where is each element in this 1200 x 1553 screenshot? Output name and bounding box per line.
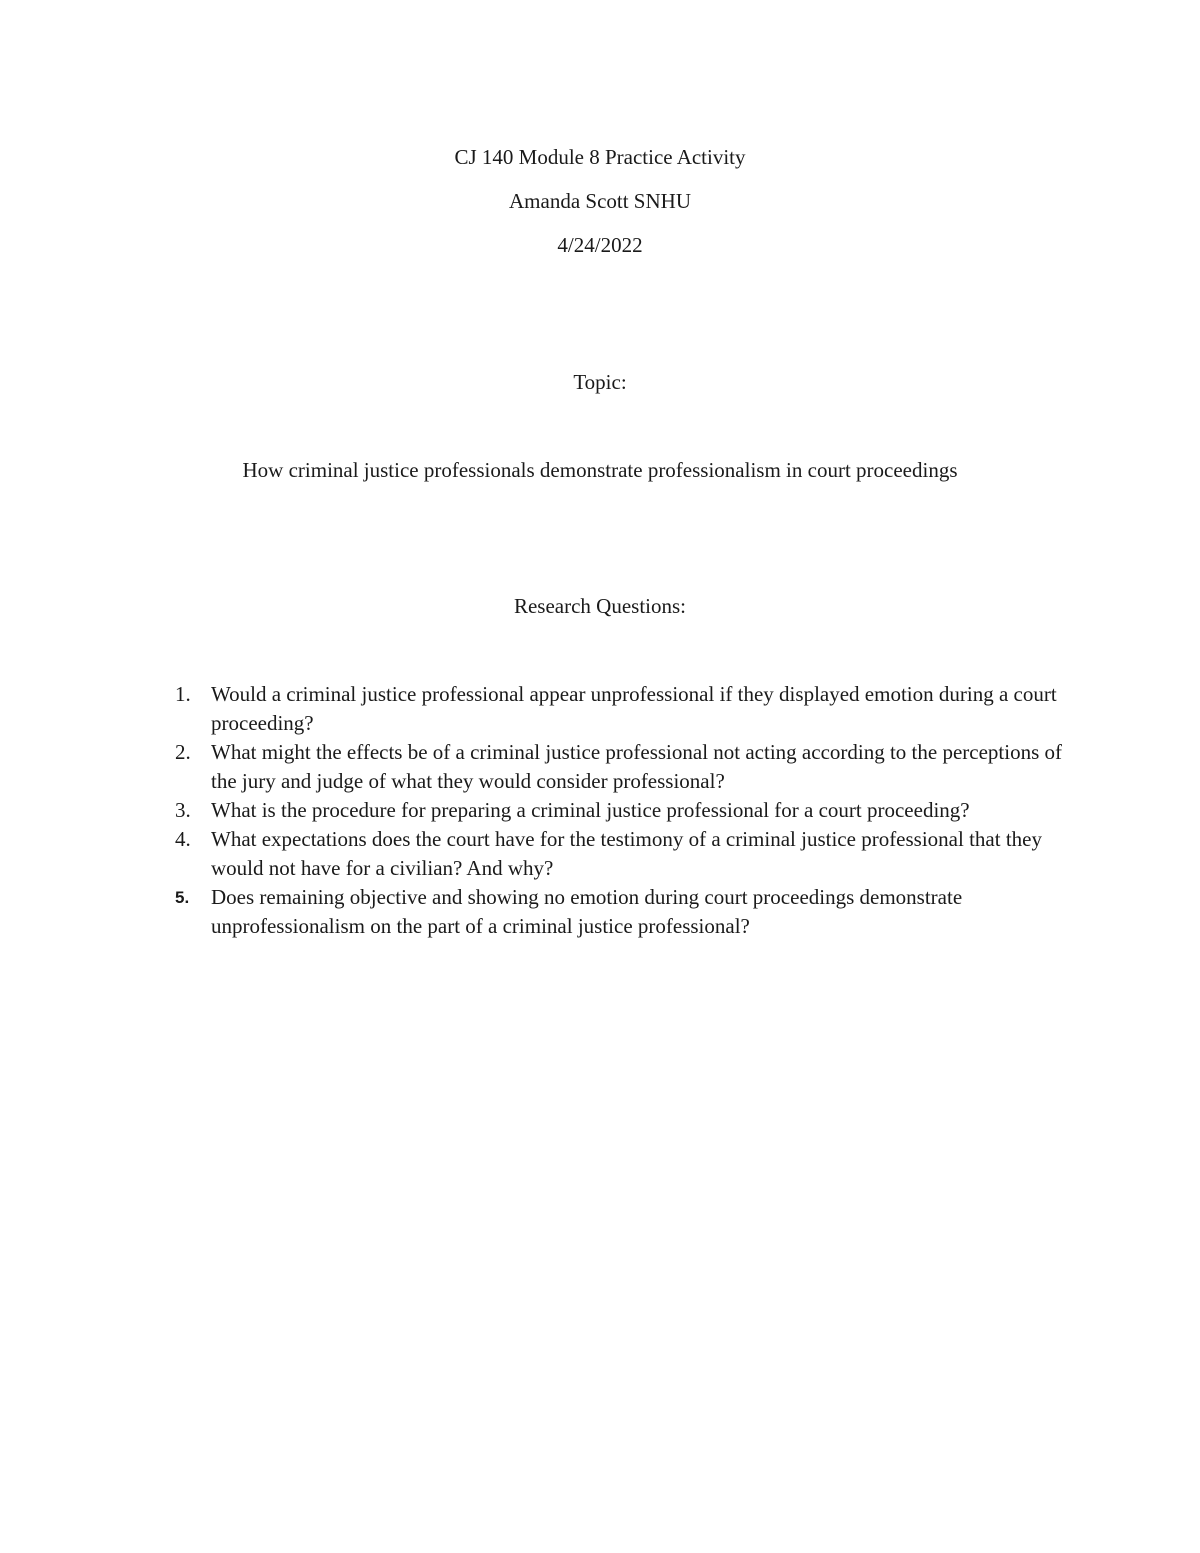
- research-questions-list: [171, 680, 1071, 941]
- question-text: What expectations does the court have for the testimony of a criminal justice professional that they would not have for a civilian? And why?: [211, 827, 1042, 880]
- list-number: 4.: [175, 827, 191, 851]
- research-questions-label: Research Questions:: [513, 594, 687, 618]
- list-item: [171, 680, 1071, 738]
- topic-text: How criminal justice professionals demonstrate professionalism in court proceedings: [242, 458, 958, 482]
- list-item: [171, 796, 1071, 825]
- list-number: 1.: [175, 682, 191, 706]
- topic-label: Topic:: [573, 370, 627, 394]
- list-item: [171, 738, 1071, 796]
- author-line: Amanda Scott SNHU: [509, 189, 691, 213]
- list-number: 3.: [175, 798, 191, 822]
- list-item: [171, 825, 1071, 883]
- list-number: 2.: [175, 740, 191, 764]
- question-text: Does remaining objective and showing no emotion during court proceedings demonstrate unprofessionalism on the part of a criminal justice professional?: [211, 885, 963, 938]
- list-item: [171, 883, 1071, 941]
- question-text: What is the procedure for preparing a criminal justice professional for a court proceeding?: [211, 798, 970, 822]
- list-number: 5.: [175, 888, 190, 907]
- date-line: 4/24/2022: [557, 233, 643, 257]
- document-title: CJ 140 Module 8 Practice Activity: [454, 145, 746, 169]
- question-text: Would a criminal justice professional appear unprofessional if they displayed emotion during a court proceeding?: [211, 682, 1057, 735]
- question-text: What might the effects be of a criminal justice professional not acting according to the perceptions of the jury and judge of what they would consider professional?: [211, 740, 1062, 793]
